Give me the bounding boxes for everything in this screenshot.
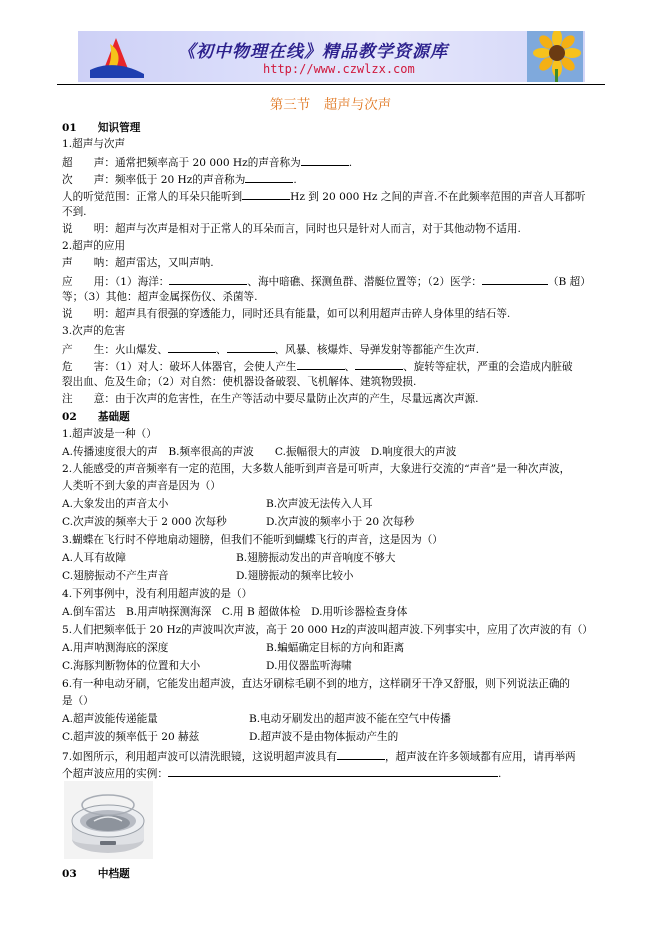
topic-heading: 1.超声与次声	[62, 138, 126, 150]
part-heading-01: 01 知识管理	[62, 122, 141, 134]
answer-blank[interactable]	[482, 274, 548, 285]
question-stem: 5.人们把频率低于 20 Hz的声波叫次声波，高于 20 000 Hz的声波叫超声波.下列事实中，应用了次声波的有（）	[62, 624, 593, 636]
option-c: C.超声波的频率低于 20 赫兹	[62, 731, 200, 743]
option-d: D.超声波不是由物体振动产生的	[249, 731, 399, 743]
option-c: C.次声波的频率大于 2 000 次每秒	[62, 516, 227, 528]
text-line: 危 害：（1）对人：破坏人体器官，会使人产生 、 、旋转等症状，严重的会造成内脏破	[62, 361, 573, 373]
header-banner	[78, 31, 585, 82]
answer-blank[interactable]	[168, 766, 498, 777]
option-b: B.次声波无法传入人耳	[266, 498, 373, 510]
text-line: 说 明：超声与次声是相对于正常人的耳朵而言，同时也只是针对人而言，对于其他动物不适用.	[62, 223, 521, 235]
option-b: B.蝙蝠确定目标的方向和距离	[266, 642, 405, 654]
answer-blank[interactable]	[301, 155, 349, 166]
text-line: 人的听觉范围：正常人的耳朵只能听到 Hz 到 20 000 Hz 之间的声音.不在此频率范围的声音人耳都听	[62, 191, 586, 203]
answer-blank[interactable]	[245, 172, 293, 183]
answer-blank[interactable]	[227, 342, 275, 353]
question-stem: 6.有一种电动牙刷，它能发出超声波，直达牙刷棕毛刷不到的地方，这样刷牙干净又舒服，则下列说法正确的	[62, 678, 571, 690]
answer-blank[interactable]	[168, 342, 216, 353]
part-heading-02: 02 基础题	[62, 411, 130, 423]
answer-blank[interactable]	[169, 274, 247, 285]
topic-heading: 3.次声的危害	[62, 325, 126, 337]
ultrasonic-cleaner-photo	[64, 781, 153, 859]
question-options: A.传播速度很大的声 B.频率很高的声波 C.振幅很大的声波 D.响度很大的声波	[62, 446, 457, 458]
question-stem: 4.下列事例中，没有利用超声波的是（）	[62, 588, 253, 600]
question-stem: 1.超声波是一种（）	[62, 428, 157, 440]
question-stem: 3.蝴蝶在飞行时不停地扇动翅膀，但我们不能听到蝴蝶飞行的声音，这是因为（）	[62, 534, 443, 546]
answer-blank[interactable]	[355, 359, 403, 370]
text-line: 应 用：（1）海洋： 、海中暗礁、探测鱼群、潜艇位置等；（2）医学： （B 超）	[62, 276, 591, 288]
answer-blank[interactable]	[297, 359, 345, 370]
question-stem: 7.如图所示，利用超声波可以清洗眼镜，这说明超声波具有 ，超声波在许多领域都有应用，请再举两	[62, 751, 576, 763]
header-rule	[57, 84, 605, 85]
text-line: 产 生：火山爆发、 、 、风暴、核爆炸、导弹发射等都能产生次声.	[62, 344, 480, 356]
topic-heading: 2.超声的应用	[62, 240, 126, 252]
option-b: B.翅膀振动发出的声音响度不够大	[236, 552, 396, 564]
question-options: A.倒车雷达 B.用声呐探测海深 C.用 B 超做体检 D.用听诊器检查身体	[62, 606, 408, 618]
text-line: 声 呐：超声雷达，又叫声呐.	[62, 257, 214, 269]
text-line: 等；（3）其他：超声金属探伤仪、杀菌等.	[62, 291, 258, 303]
question-stem: 2.人能感受的声音频率有一定的范围，大多数人能听到声音是可听声，大象进行交流的“声音”是一种次声波，	[62, 463, 571, 475]
banner-title: 《初中物理在线》精品教学资源库	[178, 42, 448, 62]
question-stem: 是（）	[62, 695, 94, 707]
question-stem: 个超声波应用的实例： .	[62, 768, 502, 780]
option-a: A.人耳有故障	[62, 552, 126, 564]
option-d: D.用仪器监听海啸	[266, 660, 352, 672]
part-heading-03: 03 中档题	[62, 868, 130, 880]
text-line: 说 明：超声具有很强的穿透能力，同时还具有能量，如可以利用超声击碎人身体里的结石等.	[62, 308, 511, 320]
text-line: 超 声：通常把频率高于 20 000 Hz的声音称为 .	[62, 157, 353, 169]
sunflower-icon	[527, 31, 583, 82]
answer-blank[interactable]	[337, 749, 385, 760]
text-line: 裂出血、危及生命；（2）对自然：使机器设备破裂、飞机解体、建筑物毁损.	[62, 376, 417, 388]
question-stem: 人类听不到大象的声音是因为（）	[62, 480, 221, 492]
text-line: 次 声：频率低于 20 Hz的声音称为 .	[62, 174, 297, 186]
section-title: 第三节 超声与次声	[269, 97, 392, 113]
option-a: A.大象发出的声音太小	[62, 498, 169, 510]
banner-url[interactable]: http://www.czwlzx.com	[263, 62, 415, 76]
text-line: 不到.	[62, 206, 87, 218]
option-c: C.海豚判断物体的位置和大小	[62, 660, 201, 672]
option-a: A.超声波能传递能量	[62, 713, 158, 725]
option-a: A.用声呐测海底的深度	[62, 642, 169, 654]
option-d: D.次声波的频率小于 20 次每秒	[266, 516, 415, 528]
text-line: 注 意：由于次声的危害性，在生产等活动中要尽量防止次声的产生，尽量远离次声源.	[62, 393, 479, 405]
answer-blank[interactable]	[242, 189, 290, 200]
site-logo	[86, 34, 146, 80]
option-b: B.电动牙刷发出的超声波不能在空气中传播	[249, 713, 451, 725]
option-d: D.翅膀振动的频率比较小	[236, 570, 354, 582]
option-c: C.翅膀振动不产生声音	[62, 570, 169, 582]
